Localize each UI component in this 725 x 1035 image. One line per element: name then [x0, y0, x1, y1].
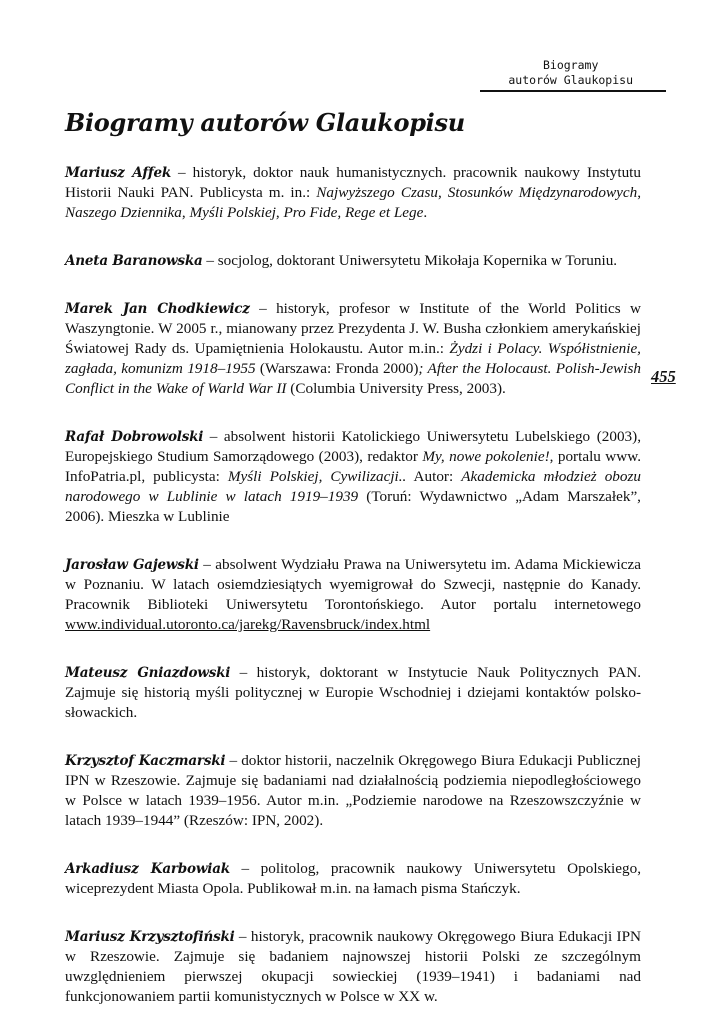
biography-list — [65, 163, 641, 1035]
biography-entry — [65, 299, 641, 399]
header-rule — [480, 90, 666, 92]
author-name: Jarosław Gajewski — [65, 557, 199, 573]
entry-title-italic: Akademicka młodzież obozu narodowego w Lublinie w latach 1919–1939 — [65, 468, 641, 505]
author-name: Arkadiusz Karbowiak — [65, 861, 230, 877]
running-header — [508, 58, 633, 88]
entry-text: , — [181, 204, 190, 221]
page-number: 455 — [651, 367, 676, 386]
entry-text: – historyk, pracownik naukowy Okręgowego Biura Edukacji IPN w Rzeszowie. Zajmuje się badaniem najnowszej historii Polski ze szczególnym uwzględnieniem pierwszej okupacji sowieckiej (1939–1941) i badaniami nad funkcjonowaniem partii komunistycznych w Polsce w XX w. — [65, 928, 642, 1005]
author-name: Mariusz Affek — [65, 165, 172, 181]
author-name: Marek Jan Chodkiewicz — [65, 301, 250, 317]
author-name: Krzysztof Kaczmarski — [65, 753, 226, 769]
entry-title-italic: Pro Fide, Rege et Lege — [283, 204, 424, 221]
biography-entry — [65, 555, 641, 635]
page-title: Biogramy autorów Glaukopisu — [65, 108, 465, 137]
running-header-line2: autorów Glaukopisu — [508, 73, 633, 87]
author-name: Rafał Dobrowolski — [65, 429, 204, 445]
biography-entry — [65, 427, 641, 527]
biography-entry — [65, 927, 641, 1007]
entry-text: , — [637, 184, 641, 201]
biography-entry — [65, 751, 641, 831]
entry-text: Autor: — [406, 468, 462, 485]
entry-text: – absolwent historii Katolickiego Uniwersytetu Lubelskiego (2003), Europejskiego Studium Samorządowego (2003), redaktor — [65, 428, 641, 465]
author-name: Aneta Baranowska — [65, 253, 203, 269]
entry-title-italic: ; After the Holocaust. Polish-Jewish Conflict in the Wake of Warld War II — [65, 360, 641, 397]
entry-text: – absolwent Wydziału Prawa na Uniwersytetu im. Adama Mickiewicza w Poznaniu. W latach osiemdziesiątych wyemigrował do Szwecji, następnie do Kanady. Pracownik Biblioteki Uniwersytetu Torontońskiego. Autor portalu internetowego — [65, 556, 641, 613]
entry-text: . — [423, 204, 428, 221]
portal-link[interactable]: www.individual.utoronto.ca/jarekg/Ravensbruck/index.html — [65, 616, 431, 633]
entry-text: – doktor historii, naczelnik Okręgowego Biura Edukacji Publicznej IPN w Rzeszowie. Zajmuje się badaniami nad działalnością podziemia niepodległościowego w Polsce w latach 1939–1956. Autor m.in. „Podziemie narodowe na Rzeszowszczyźnie w latach 1939–1944” (Rzeszów: IPN, 2002). — [65, 752, 641, 829]
entry-text: , — [275, 204, 284, 221]
biography-entry — [65, 251, 641, 271]
entry-text: (Columbia University Press, 2003). — [286, 380, 506, 397]
biography-entry — [65, 163, 641, 223]
entry-text: – historyk, doktorant w Instytucie Nauk Politycznych PAN. Zajmuje się historią myśli politycznej w Europie Wschodniej i dziejami kontaktów polsko-słowackich. — [65, 664, 641, 721]
entry-text: (Toruń: Wydawnictwo „Adam Marszałek”, 2006). Mieszka w Lublinie — [65, 488, 641, 525]
entry-title-italic: Najwyższego Czasu — [316, 184, 438, 201]
biography-entry — [65, 663, 641, 723]
entry-text: , portalu www. InfoPatria.pl, publicysta: — [65, 448, 641, 485]
entry-title-italic: Myśli Polskiej, Cywilizacji.. — [227, 468, 407, 485]
entry-title-italic: Naszego Dziennika — [65, 204, 182, 221]
entry-title-italic: My, nowe pokolenie! — [422, 448, 550, 465]
entry-text: – historyk, doktor nauk humanistycznych. pracownik naukowy Instytutu Historii Nauki PAN. Publicysta m. in.: — [65, 164, 641, 201]
entry-title-italic: Stosunków Międzynarodowych — [447, 184, 638, 201]
entry-title-italic: Myśli Polskiej — [189, 204, 276, 221]
entry-text: – socjolog, doktorant Uniwersytetu Mikołaja Kopernika w Toruniu. — [202, 252, 618, 269]
entry-text: (Warszawa: Fronda 2000) — [255, 360, 419, 377]
entry-text: – politolog, pracownik naukowy Uniwersytetu Opolskiego, wiceprezydent Miasta Opola. Publikował m.in. na łamach pisma Stańczyk. — [65, 860, 641, 897]
entry-text: – historyk, profesor w Institute of the World Politics w Waszyngtonie. W 2005 r., mianowany przez Prezydenta J. W. Busha członkiem amerykańskiej Światowej Rady ds. Upamiętnienia Holokaustu. Autor m.in.: — [65, 300, 641, 357]
author-name: Mariusz Krzysztofiński — [65, 929, 235, 945]
biography-entry — [65, 859, 641, 899]
entry-text: , — [437, 184, 448, 201]
running-header-line1: Biogramy — [542, 58, 599, 72]
entry-title-italic: Żydzi i Polacy. Współistnienie, zagłada, komunizm 1918–1955 — [65, 340, 641, 377]
author-name: Mateusz Gniazdowski — [65, 665, 231, 681]
